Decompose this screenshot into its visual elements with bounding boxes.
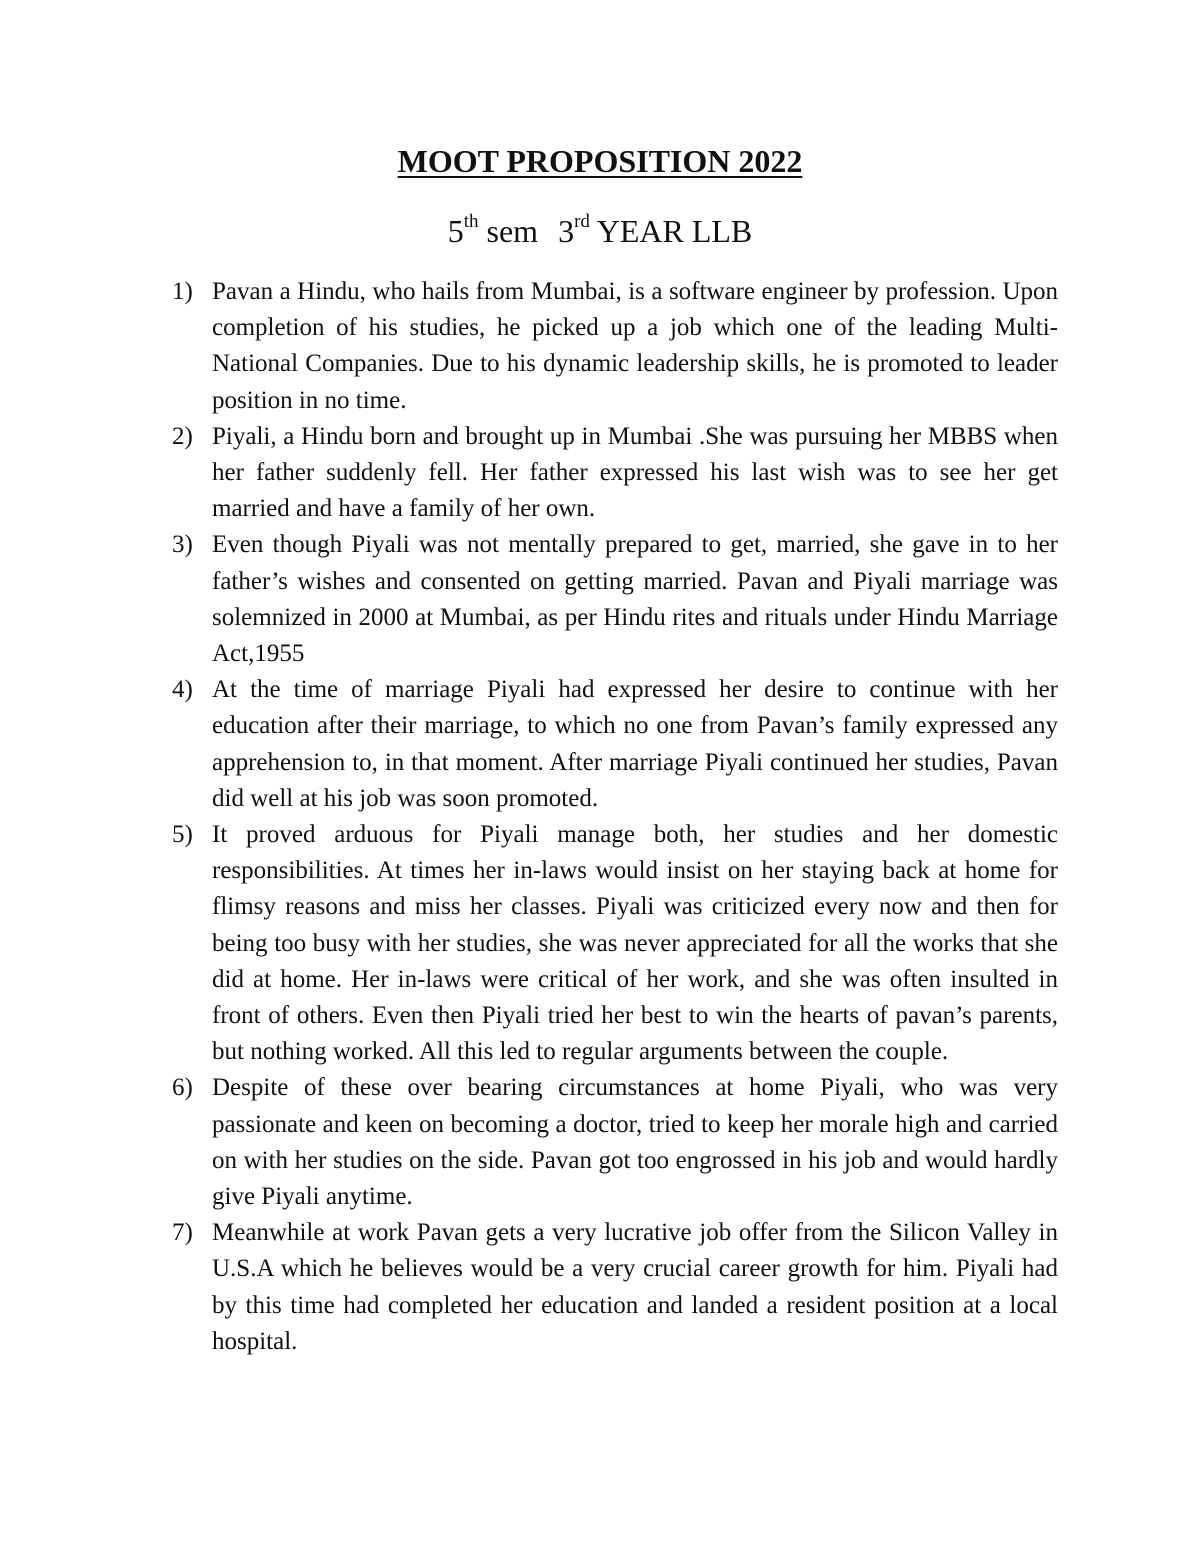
year-number: 3 [558,213,575,249]
semester-word: sem [486,213,539,249]
proposition-item [0,1215,1058,1360]
item-number: 2) [172,422,193,450]
semester-suffix: th [463,211,479,232]
proposition-item [0,1070,1058,1215]
proposition-item [0,274,1058,419]
item-number: 7) [172,1219,193,1247]
item-text: At the time of marriage Piyali had expressed her desire to continue with her education after their marriage, to which no one from Pavan’s family expressed any apprehension to, in that moment. After marriage Piyali continued her studies, Pavan did well at his job was soon promoted. [212,676,1058,812]
item-text: Meanwhile at work Pavan gets a very lucrative job offer from the Silicon Valley in U.S.A which he believes would be a very crucial career growth for him. Piyali had by this time had completed her education and landed a resident position at a local hospital. [212,1219,1058,1355]
proposition-item [0,817,1058,1070]
year-word: YEAR LLB [596,213,753,249]
document-title-text: MOOT PROPOSITION 2022 [397,143,803,179]
document-title [0,141,1200,181]
semester-number: 5 [447,213,464,249]
item-number: 5) [172,821,193,849]
proposition-item [0,419,1058,528]
item-number: 6) [172,1074,193,1102]
document-subtitle [0,210,1200,252]
item-text: Pavan a Hindu, who hails from Mumbai, is a software engineer by profession. Upon completion of his studies, he picked up a job which one of the leading Multi-National Companies. Due to his dynamic leadership skills, he is promoted to leader position in no time. [212,278,1058,414]
item-number: 3) [172,531,193,559]
item-text: It proved arduous for Piyali manage both, her studies and her domestic responsibilities. At times her in-laws would insist on her staying back at home for flimsy reasons and miss her classes. Piyali was criticized every now and then for being too busy with her studies, she was never appreciated for all the works that she did at home. Her in-laws were critical of her work, and she was often insulted in front of others. Even then Piyali tried her best to win the hearts of pavan’s parents, but nothing worked. All this led to regular arguments between the couple. [212,821,1058,1066]
item-number: 4) [172,676,193,704]
proposition-item [0,527,1058,672]
item-number: 1) [172,278,193,305]
item-text: Piyali, a Hindu born and brought up in Mumbai .She was pursuing her MBBS when her father suddenly fell. Her father expressed his last wish was to see her get married and have a family of her own. [212,422,1058,523]
year-suffix: rd [574,211,590,232]
proposition-list [0,274,1058,1360]
proposition-item [0,672,1058,817]
item-text: Despite of these over bearing circumstances at home Piyali, who was very passionate and keen on becoming a doctor, tried to keep her morale high and carried on with her studies on the side. Pavan got too engrossed in his job and would hardly give Piyali anytime. [212,1074,1058,1211]
item-text: Even though Piyali was not mentally prepared to get, married, she gave in to her father’s wishes and consented on getting married. Pavan and Piyali marriage was solemnized in 2000 at Mumbai, as per Hindu rites and rituals under Hindu Marriage Act,1955 [212,531,1058,668]
